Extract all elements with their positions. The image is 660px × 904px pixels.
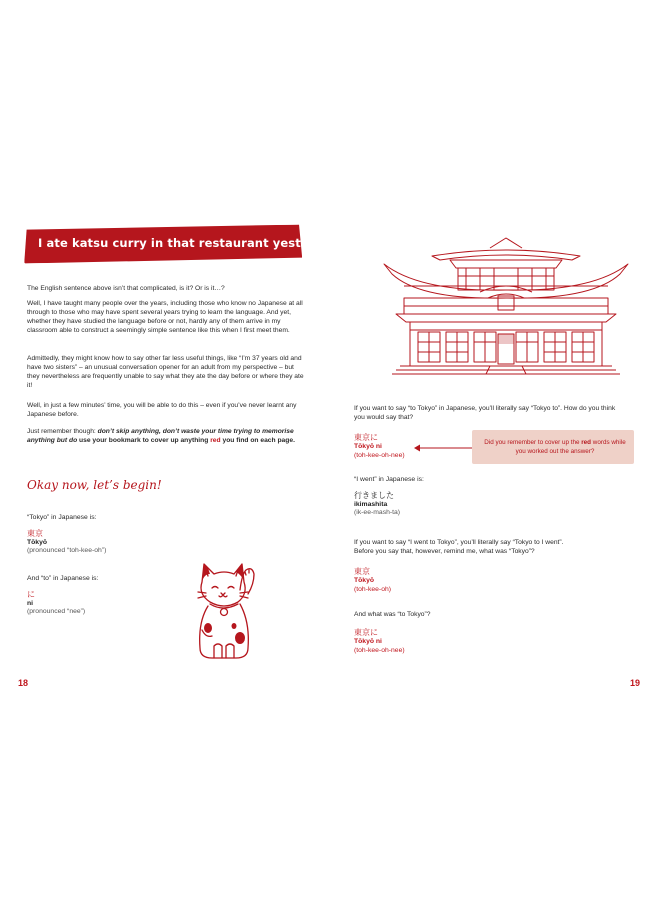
answer3-romaji: Tōkyō ni	[354, 637, 382, 645]
ni-romaji: ni	[27, 599, 34, 607]
ni-jp: に	[27, 589, 35, 599]
went-pron: (ik-ee-mash-ta)	[354, 509, 401, 517]
answer-1	[354, 434, 405, 460]
answer3-jp: 東京に	[354, 628, 378, 637]
callout-part-2: words while you worked out the answer?	[515, 439, 626, 455]
paragraph: The English sentence above isn’t that complicated, is it? Or is it…?	[27, 285, 225, 292]
question-text: Before you say that, however, remind me, what was “Tokyo”?	[354, 548, 535, 555]
intro-paragraph-1	[27, 284, 305, 293]
question-text: If you want to say “to Tokyo” in Japanese, you’ll literally say “Tokyo to”. How do you think you would say that?	[354, 405, 616, 421]
tokyo-jp: 東京	[27, 528, 43, 538]
paragraph: Well, I have taught many people over the years, including those who know no Japanese at all through to those who may have spent several years trying to learn the language. And yet, whether they have studied the language before or not, hardly any of them arrive in my classroom able to construct a seemingly simple sentence like this when I first meet them.	[27, 300, 303, 334]
answer3-pron: (toh-kee-oh-nee)	[354, 646, 405, 654]
went-label: “I went” in Japanese is:	[354, 476, 424, 483]
answer1-pron: (toh-kee-oh-nee)	[354, 451, 405, 459]
callout-red-word: red	[581, 439, 592, 446]
remember-red-word: red	[210, 437, 221, 444]
answer1-jp: 東京に	[354, 433, 378, 442]
question-1	[354, 404, 626, 422]
japanese-temple-icon	[380, 234, 632, 384]
to-label: And “to” in Japanese is:	[27, 575, 99, 582]
answer2-romaji: Tōkyō	[354, 576, 375, 584]
remember-paragraph	[27, 427, 305, 445]
answer-2	[354, 568, 391, 594]
intro-paragraph-3	[27, 354, 305, 390]
answer-3	[354, 629, 405, 655]
page-number-right: 19	[630, 678, 641, 688]
script-heading: Okay now, let’s begin!	[27, 478, 162, 492]
went-jp: 行きました	[354, 490, 394, 500]
question-text: And what was “to Tokyo”?	[354, 611, 431, 618]
remember-lead: Just remember though:	[27, 428, 98, 435]
tokyo-pron: (pronounced “toh-kee-oh”)	[27, 547, 107, 555]
ni-vocab	[27, 575, 98, 617]
question-3	[354, 610, 626, 619]
tokyo-label: “Tokyo” in Japanese is:	[27, 514, 97, 521]
callout-text	[484, 438, 626, 456]
tokyo-vocab	[27, 514, 106, 556]
remember-bold-1: don’t skip anything, don’t waste your time trying to memorise anything but	[27, 428, 294, 444]
question-2	[354, 538, 626, 556]
intro-paragraph-4	[27, 401, 305, 419]
maneki-neko-icon	[190, 560, 262, 664]
arrow-left-icon	[412, 444, 474, 452]
page-number-left: 18	[18, 678, 29, 688]
went-romaji: ikimashita	[354, 500, 388, 508]
tokyo-romaji: Tōkyō	[27, 538, 48, 546]
answer1-romaji: Tōkyō ni	[354, 442, 382, 450]
banner-title: I ate katsu curry in that restaurant yesterday!	[38, 236, 344, 250]
remember-bold-3: you find on each page.	[220, 437, 295, 444]
question-text: If you want to say “I went to Tokyo”, you’ll literally say “Tokyo to I went”.	[354, 539, 564, 546]
remember-bold-2: use your bookmark to cover up anything	[77, 437, 211, 444]
went-vocab	[354, 476, 424, 518]
ni-pron: (pronounced “nee”)	[27, 608, 86, 616]
answer2-jp: 東京	[354, 567, 370, 576]
paragraph: Well, in just a few minutes’ time, you will be able to do this – even if you’ve never learnt any Japanese before.	[27, 402, 297, 418]
answer2-pron: (toh-kee-oh)	[354, 585, 392, 593]
callout-part-1: Did you remember to cover up the	[484, 439, 582, 446]
intro-paragraph-2	[27, 299, 305, 335]
remember-do: do	[68, 437, 78, 444]
paragraph: Admittedly, they might know how to say other far less useful things, like “I’m 37 years old and have two sisters” – an unusual conversation opener for an adult from my perspective – but they nevertheless are frequently unable to say what they ate the day before or where they ate it!	[27, 355, 304, 389]
